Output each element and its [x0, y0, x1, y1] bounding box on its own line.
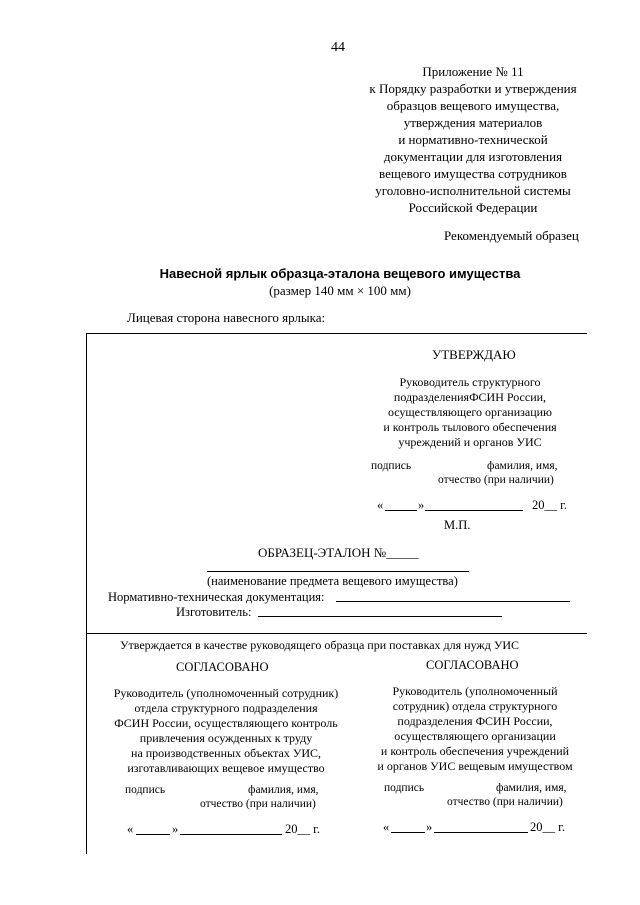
- appendix-line: утверждения материалов: [403, 115, 543, 130]
- appendix-line: к Порядку разработки и утверждения: [369, 81, 577, 96]
- item-name-caption: (наименование предмета вещевого имущества): [207, 574, 458, 588]
- approve-line: и контроль тылового обеспечения: [383, 420, 557, 434]
- agreed-left-heading: СОГЛАСОВАНО: [176, 660, 269, 674]
- document-title: Навесной ярлык образца-эталона вещевого имущества: [159, 266, 521, 281]
- appendix-line: Приложение № 11: [422, 64, 524, 79]
- agreed-right-name-caption: фамилия, имя,: [496, 782, 567, 794]
- agreed-right-position: [365, 684, 585, 774]
- approve-date-close: »: [418, 498, 425, 512]
- agreed-right-line: Руководитель (уполномоченный: [392, 684, 558, 698]
- front-side-label: Лицевая сторона навесного ярлыка:: [127, 310, 326, 325]
- agreed-left-date-close: »: [172, 822, 179, 836]
- appendix-line: Российской Федерации: [408, 200, 538, 215]
- approve-year: 20__ г.: [532, 498, 567, 512]
- approve-patronymic-caption: отчество (при наличии): [438, 474, 554, 486]
- appendix-line: уголовно-исполнительной системы: [375, 183, 571, 198]
- agreed-left-name-caption: фамилия, имя,: [248, 784, 319, 796]
- agreed-left-date-open: «: [127, 822, 134, 836]
- agreed-right-line: и органов УИС вещевым имуществом: [377, 759, 573, 773]
- ntd-line: [336, 601, 570, 602]
- agreed-right-day-line: [391, 832, 425, 833]
- agreed-left-day-line: [136, 834, 170, 835]
- appendix-line: образцов вещевого имущества,: [386, 98, 560, 113]
- agreed-right-date-open: «: [383, 820, 390, 834]
- approve-month-line: [425, 510, 523, 511]
- agreed-left-signature-caption: подпись: [125, 784, 166, 796]
- appendix-line: вещевого имущества сотрудников: [379, 166, 567, 181]
- agreed-right-line: сотрудник) отдела структурного: [392, 699, 558, 713]
- agreed-right-date-close: »: [426, 820, 433, 834]
- agreed-left-year: 20__ г.: [285, 822, 320, 836]
- approve-line: осуществляющего организацию: [387, 405, 553, 419]
- approve-line: подразделенияФСИН России,: [393, 390, 547, 404]
- agreed-right-line: и контроль обеспечения учреждений: [380, 744, 570, 758]
- approve-position: [370, 375, 570, 450]
- agreed-left-line: привлечения осужденных к труду: [139, 731, 313, 745]
- agreed-right-year: 20__ г.: [530, 820, 565, 834]
- approved-note: Утверждается в качестве руководящего образца при поставках для нужд УИС: [120, 638, 519, 652]
- ntd-label: Нормативно-техническая документация:: [108, 590, 325, 604]
- approve-date-open: «: [377, 498, 384, 512]
- page-number: 44: [331, 40, 345, 55]
- agreed-left-line: изготавливающих вещевое имущество: [127, 761, 325, 775]
- agreed-left-line: отдела структурного подразделения: [134, 701, 318, 715]
- appendix-block: [360, 63, 586, 216]
- sample-heading: ОБРАЗЕЦ-ЭТАЛОН №_____: [258, 545, 419, 560]
- appendix-line: и нормативно-технической: [398, 132, 548, 147]
- agreed-right-line: подразделения ФСИН России,: [397, 714, 553, 728]
- agreed-left-month-line: [180, 834, 282, 835]
- agreed-right-line: осуществляющего организации: [394, 729, 556, 743]
- agreed-left-line: ФСИН России, осуществляющего контроль: [114, 716, 338, 730]
- agreed-left-patronymic-caption: отчество (при наличии): [200, 798, 316, 810]
- agreed-right-signature-caption: подпись: [384, 782, 425, 794]
- approve-name-caption: фамилия, имя,: [487, 460, 558, 472]
- document-subtitle: (размер 140 мм × 100 мм): [269, 283, 411, 298]
- recommended-label: Рекомендуемый образец: [444, 228, 579, 243]
- agreed-left-line: Руководитель (уполномоченный сотрудник): [113, 686, 339, 700]
- agreed-left-position: [96, 686, 356, 776]
- maker-line: [258, 616, 502, 617]
- approve-day-line: [385, 510, 417, 511]
- agreed-left-line: на производственных объектах УИС,: [131, 746, 321, 760]
- approve-stamp: М.П.: [444, 518, 471, 532]
- item-name-line: [207, 571, 469, 572]
- appendix-line: документации для изготовления: [383, 149, 563, 164]
- agreed-right-heading: СОГЛАСОВАНО: [426, 658, 519, 672]
- approve-signature-caption: подпись: [371, 460, 412, 472]
- maker-label: Изготовитель:: [176, 605, 252, 619]
- approve-line: учреждений и органов УИС: [398, 435, 542, 449]
- agreed-right-patronymic-caption: отчество (при наличии): [447, 796, 563, 808]
- approve-line: Руководитель структурного: [399, 375, 541, 389]
- divider: [87, 633, 587, 634]
- agreed-right-month-line: [434, 832, 528, 833]
- approve-heading: УТВЕРЖДАЮ: [432, 347, 516, 362]
